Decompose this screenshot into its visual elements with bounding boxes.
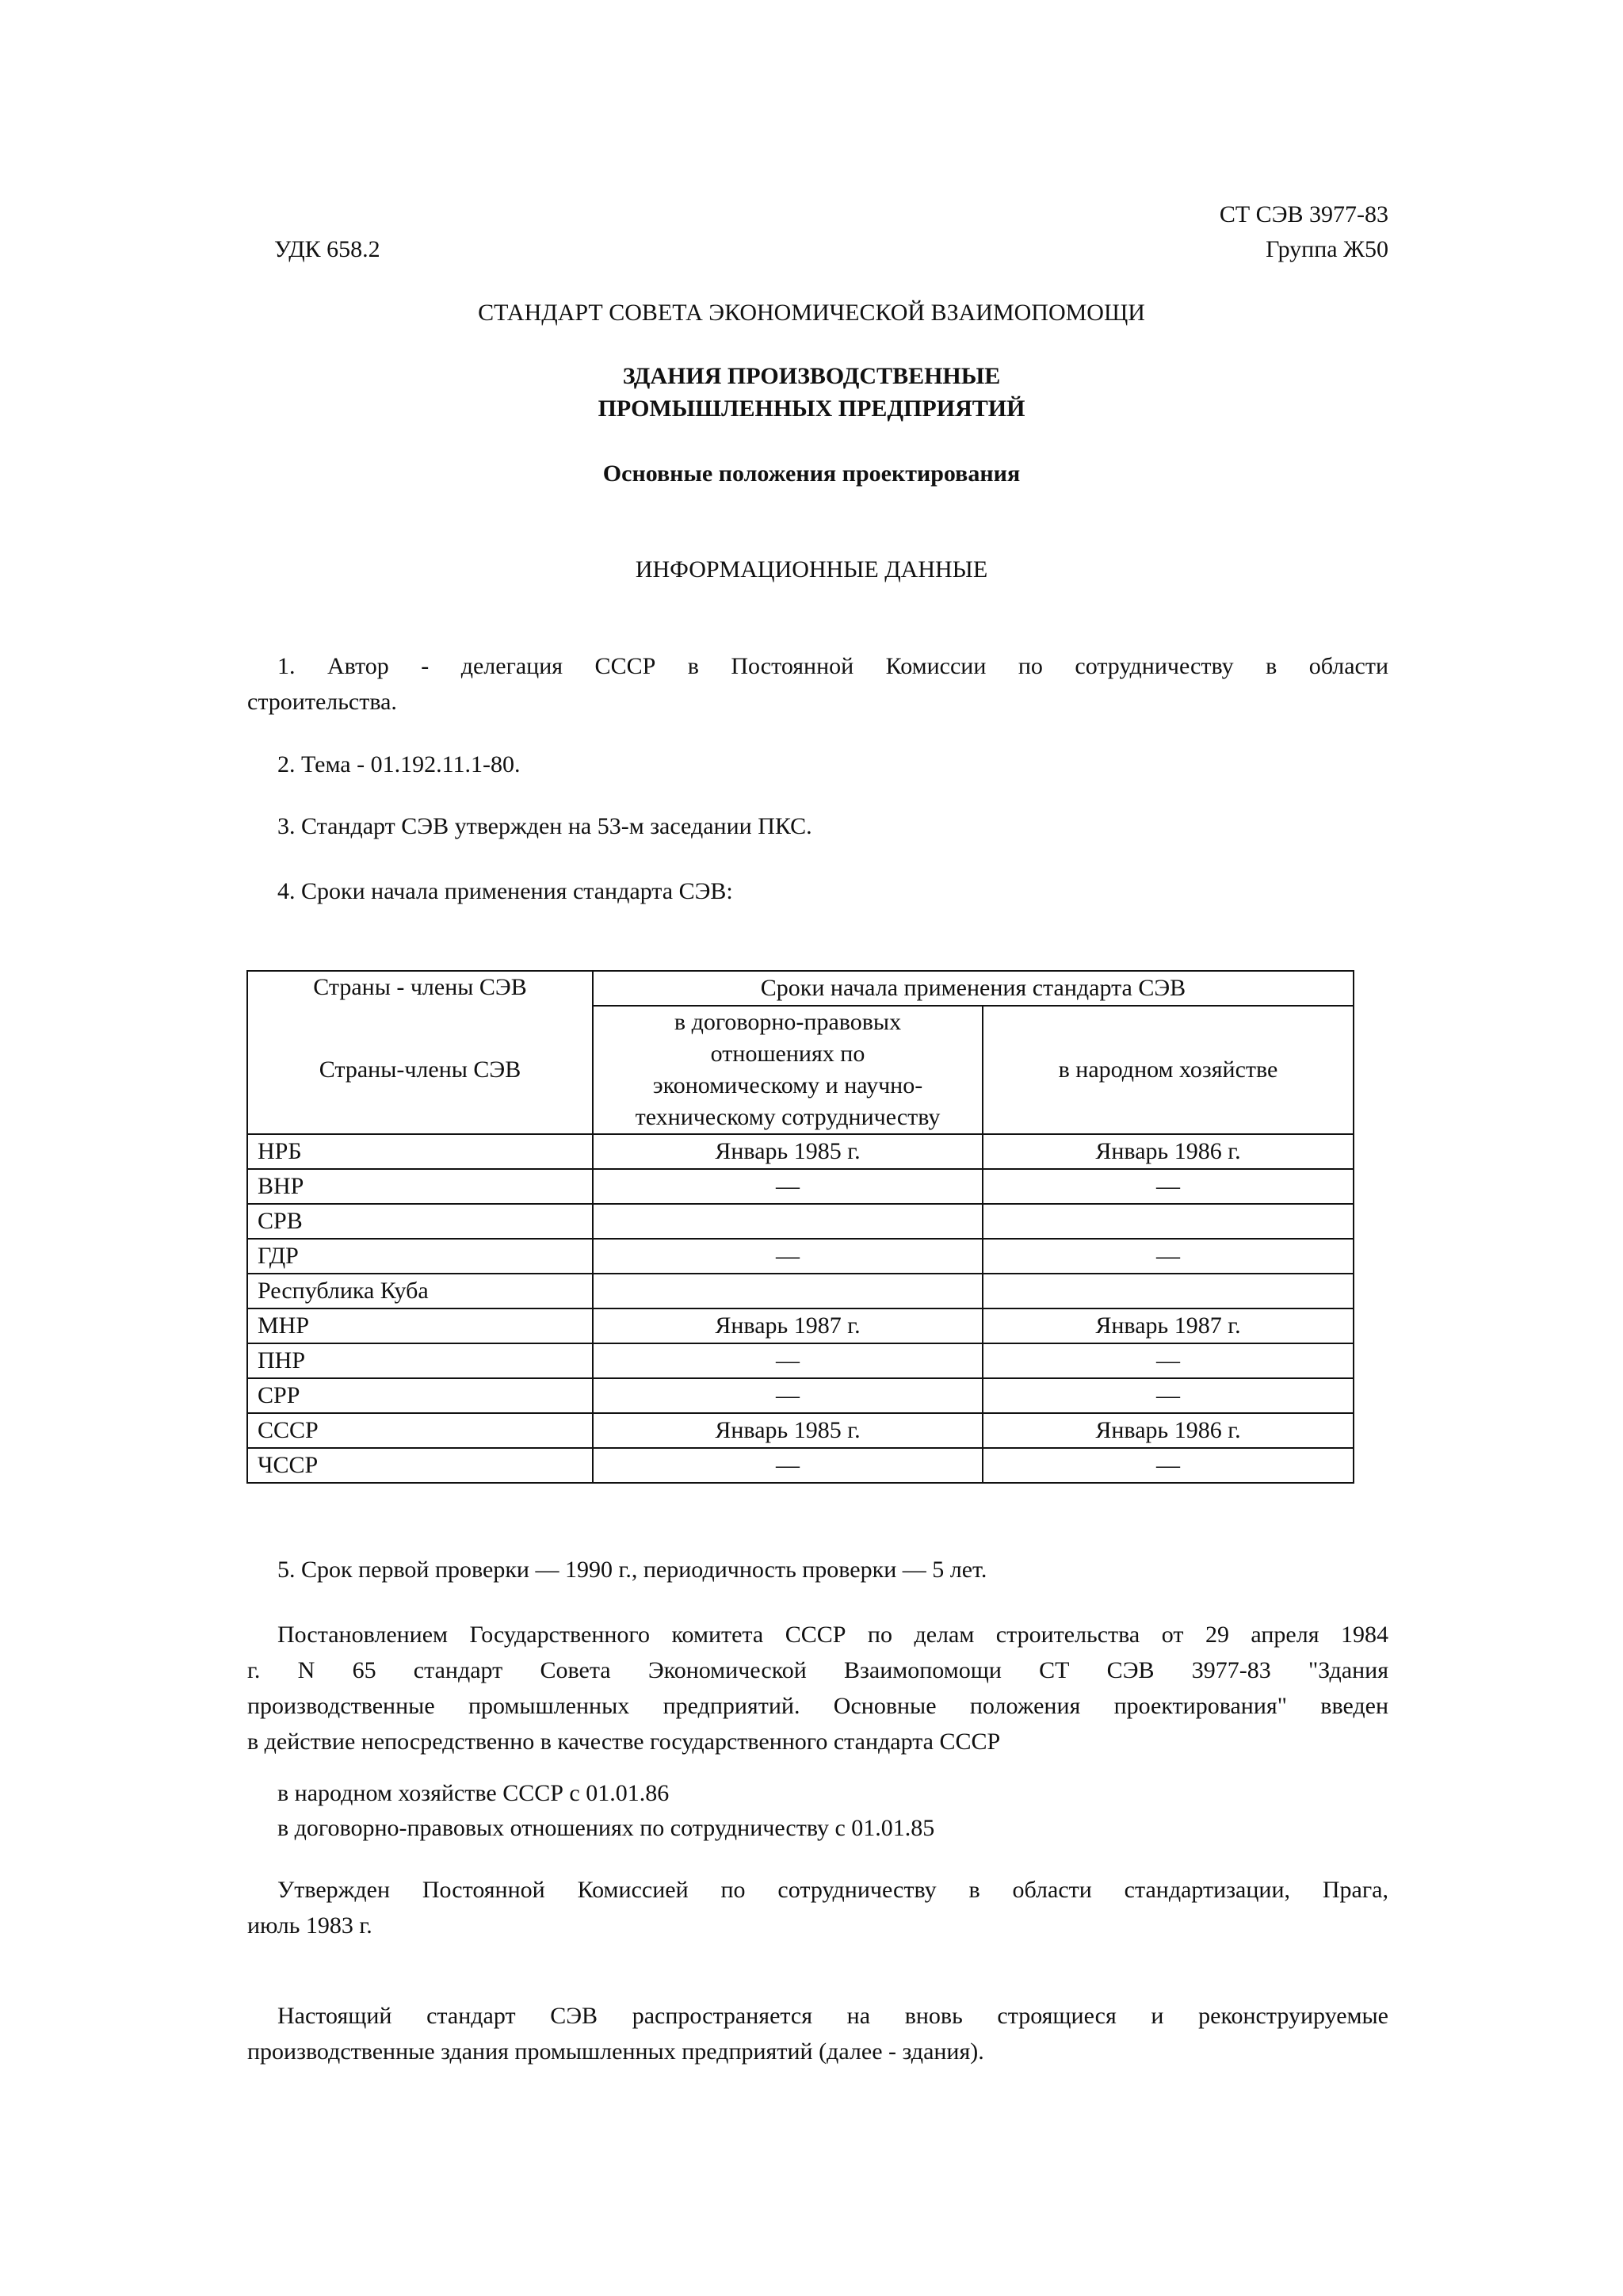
subtitle: Основные положения проектирования (602, 460, 1021, 487)
table-row (247, 1308, 1354, 1343)
contract-date-cell: — (593, 1448, 983, 1483)
item-1-line1: 1. Автор - делегация СССР в Постоянной Комиссии по сотрудничеству в области (277, 653, 1388, 679)
table-header-row-2 (247, 1006, 1354, 1134)
economy-date-cell (983, 1274, 1354, 1308)
table-row (247, 1413, 1354, 1448)
contract-date-cell: Январь 1987 г. (593, 1308, 983, 1343)
col2-header-line: экономическому и научно- (652, 1072, 923, 1098)
item-5: 5. Срок первой проверки — 1990 г., периодичность проверки — 5 лет. (277, 1557, 987, 1583)
decree-line3: производственные промышленных предприятий. Основные положения проектирования" введен (247, 1693, 1388, 1719)
col2-header-line: в договорно-правовых (674, 1009, 902, 1035)
col2-header-line: техническому сотрудничеству (635, 1104, 941, 1130)
item-1 (247, 648, 1388, 720)
item-2: 2. Тема - 01.192.11.1-80. (277, 751, 521, 777)
economy-date-cell: — (983, 1378, 1354, 1413)
country-cell: ГДР (247, 1239, 593, 1274)
span-header: Сроки начала применения стандарта СЭВ (593, 971, 1354, 1006)
table-row (247, 1134, 1354, 1169)
udk-code: УДК 658.2 (274, 236, 380, 262)
col1-header-bottom: Страны-члены СЭВ (247, 1006, 593, 1134)
contract-date-cell: Январь 1985 г. (593, 1134, 983, 1169)
col3-header: в народном хозяйстве (983, 1006, 1354, 1134)
economy-date-cell: — (983, 1448, 1354, 1483)
table-header-row-1 (247, 971, 1354, 1006)
country-cell: МНР (247, 1308, 593, 1343)
country-cell: СССР (247, 1413, 593, 1448)
economy-date-cell: Январь 1987 г. (983, 1308, 1354, 1343)
economy-date-cell: — (983, 1239, 1354, 1274)
country-cell: Республика Куба (247, 1274, 593, 1308)
standard-code: СТ СЭВ 3977-83 (1219, 201, 1388, 227)
main-title-line2: ПРОМЫШЛЕННЫХ ПРЕДПРИЯТИЙ (598, 395, 1025, 422)
contract-date-cell (593, 1204, 983, 1239)
table-row (247, 1378, 1354, 1413)
country-cell: НРБ (247, 1134, 593, 1169)
table-row (247, 1204, 1354, 1239)
effective-economy: в народном хозяйстве СССР с 01.01.86 (277, 1780, 670, 1806)
country-cell: ЧССР (247, 1448, 593, 1483)
contract-date-cell: — (593, 1169, 983, 1204)
group-code: Группа Ж50 (1266, 236, 1388, 262)
table-row (247, 1448, 1354, 1483)
decree-line1: Постановлением Государственного комитета СССР по делам строительства от 29 апреля 1984 (277, 1622, 1388, 1648)
contract-date-cell: — (593, 1343, 983, 1378)
contract-date-cell: — (593, 1239, 983, 1274)
contract-date-cell: Январь 1985 г. (593, 1413, 983, 1448)
table-row (247, 1274, 1354, 1308)
economy-date-cell (983, 1204, 1354, 1239)
decree-line2: г. N 65 стандарт Совета Экономической Взаимопомощи СТ СЭВ 3977-83 "Здания (247, 1657, 1388, 1683)
effective-contract: в договорно-правовых отношениях по сотрудничеству с 01.01.85 (277, 1815, 935, 1841)
item-3: 3. Стандарт СЭВ утвержден на 53-м заседании ПКС. (277, 813, 812, 839)
org-title: СТАНДАРТ СОВЕТА ЭКОНОМИЧЕСКОЙ ВЗАИМОПОМОЩИ (478, 300, 1145, 326)
decree-paragraph (247, 1617, 1388, 1759)
contract-date-cell: — (593, 1378, 983, 1413)
table-row (247, 1239, 1354, 1274)
country-cell: СРВ (247, 1204, 593, 1239)
item-4: 4. Сроки начала применения стандарта СЭВ: (277, 878, 733, 904)
table-row (247, 1343, 1354, 1378)
table-row (247, 1169, 1354, 1204)
col1-header-top: Страны - члены СЭВ (247, 971, 593, 1006)
approved-line2: июль 1983 г. (247, 1912, 372, 1939)
country-cell: СРР (247, 1378, 593, 1413)
economy-date-cell: — (983, 1169, 1354, 1204)
schedule-table (246, 970, 1354, 1484)
economy-date-cell: — (983, 1343, 1354, 1378)
country-cell: ПНР (247, 1343, 593, 1378)
col2-header-line: отношениях по (710, 1041, 865, 1067)
item-1-line2: строительства. (247, 689, 397, 715)
economy-date-cell: Январь 1986 г. (983, 1413, 1354, 1448)
info-heading: ИНФОРМАЦИОННЫЕ ДАННЫЕ (635, 556, 988, 583)
approved-line1: Утвержден Постоянной Комиссией по сотрудничеству в области стандартизации, Прага, (277, 1877, 1388, 1903)
decree-line4: в действие непосредственно в качестве государственного стандарта СССР (247, 1729, 1001, 1755)
approved-paragraph (247, 1872, 1388, 1943)
main-title-line1: ЗДАНИЯ ПРОИЗВОДСТВЕННЫЕ (622, 363, 1001, 389)
contract-date-cell (593, 1274, 983, 1308)
scope-line2: производственные здания промышленных предприятий (далее - здания). (247, 2038, 984, 2065)
economy-date-cell: Январь 1986 г. (983, 1134, 1354, 1169)
col2-header (593, 1006, 983, 1134)
scope-paragraph (247, 1998, 1388, 2069)
country-cell: ВНР (247, 1169, 593, 1204)
scope-line1: Настоящий стандарт СЭВ распространяется на вновь строящиеся и реконструируемые (277, 2003, 1388, 2029)
